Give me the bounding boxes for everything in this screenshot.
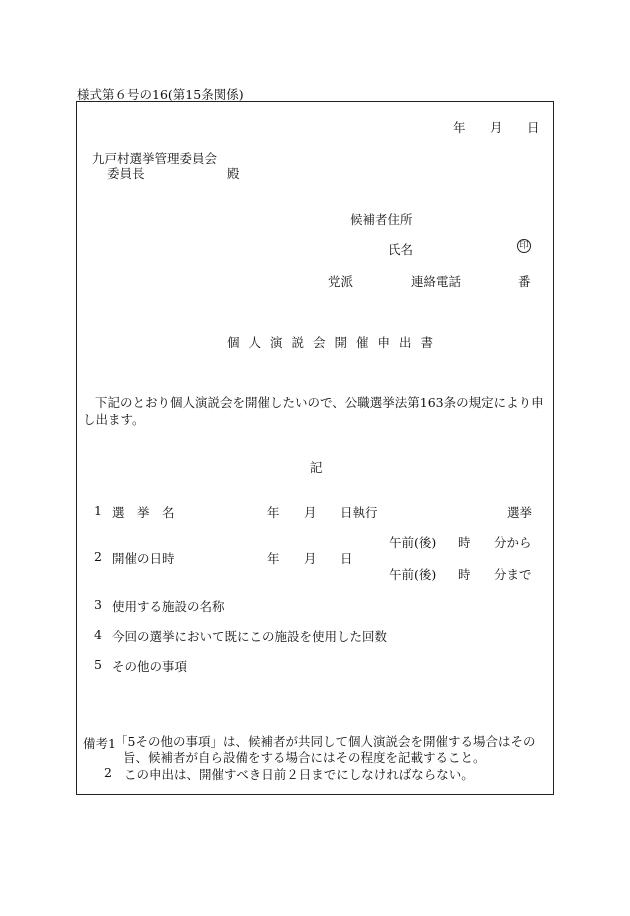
addressee-org: 九戸村選挙管理委員会 <box>92 151 218 166</box>
item5-number: 5 <box>94 657 102 672</box>
applicant-name-label: 氏名 <box>388 242 414 257</box>
item2-to-min: 分まで <box>494 567 532 582</box>
item2-label: 開催の日時 <box>112 551 175 566</box>
document-title: 個人演説会開催申出書 <box>227 335 443 350</box>
date-year-label: 年 <box>453 120 466 135</box>
item2-from-ampm: 午前(後) <box>389 535 437 550</box>
item2-from-hour: 時 <box>458 535 471 550</box>
item4-label: 今回の選挙において既にこの施設を使用した回数 <box>112 629 388 644</box>
item2-from-min: 分から <box>494 535 532 550</box>
applicant-address-label: 候補者住所 <box>350 212 413 227</box>
item2-number: 2 <box>94 549 102 564</box>
addressee-title: 委員長 <box>107 166 145 181</box>
item4-number: 4 <box>94 627 102 642</box>
item3-number: 3 <box>94 597 102 612</box>
date-day-label: 日 <box>527 120 540 135</box>
item2-month: 月 <box>304 551 317 566</box>
note-1: 「5その他の事項」は、候補者が共同して個人演説会を開催する場合はその旨、候補者が自ら設備をする場合にはその程度を記載すること。 <box>115 734 536 765</box>
seal-mark: 印 <box>517 239 531 253</box>
item3-label: 使用する施設の名称 <box>112 599 225 614</box>
item1-year: 年 <box>267 505 280 520</box>
phone-label: 連絡電話 <box>411 274 462 289</box>
form-frame <box>76 101 554 795</box>
form-number: 様式第６号の16(第15条関係) <box>77 87 244 102</box>
note-2-number: 2 <box>104 765 112 780</box>
phone-suffix: 番 <box>518 274 531 289</box>
ki-label: 記 <box>310 460 323 475</box>
date-month-label: 月 <box>490 120 503 135</box>
item1-number: 1 <box>94 503 102 518</box>
intro-text: 下記のとおり個人演説会を開催したいので、公職選挙法第163条の規定により申し出ます。 <box>83 395 544 427</box>
party-label: 党派 <box>328 274 354 289</box>
notes-prefix: 備考1 <box>83 736 116 751</box>
note-2: この申出は、開催すべき日前２日までにしなければならない。 <box>124 767 474 782</box>
item1-suffix: 選挙 <box>507 505 533 520</box>
item1-month: 月 <box>304 505 317 520</box>
item2-to-ampm: 午前(後) <box>389 567 437 582</box>
item2-to-hour: 時 <box>458 567 471 582</box>
addressee-honorific: 殿 <box>227 166 240 181</box>
item2-day: 日 <box>340 551 353 566</box>
item1-label: 選 挙 名 <box>112 505 175 520</box>
item5-label: その他の事項 <box>112 659 188 674</box>
item2-year: 年 <box>267 551 280 566</box>
item1-day-exec: 日執行 <box>340 505 378 520</box>
